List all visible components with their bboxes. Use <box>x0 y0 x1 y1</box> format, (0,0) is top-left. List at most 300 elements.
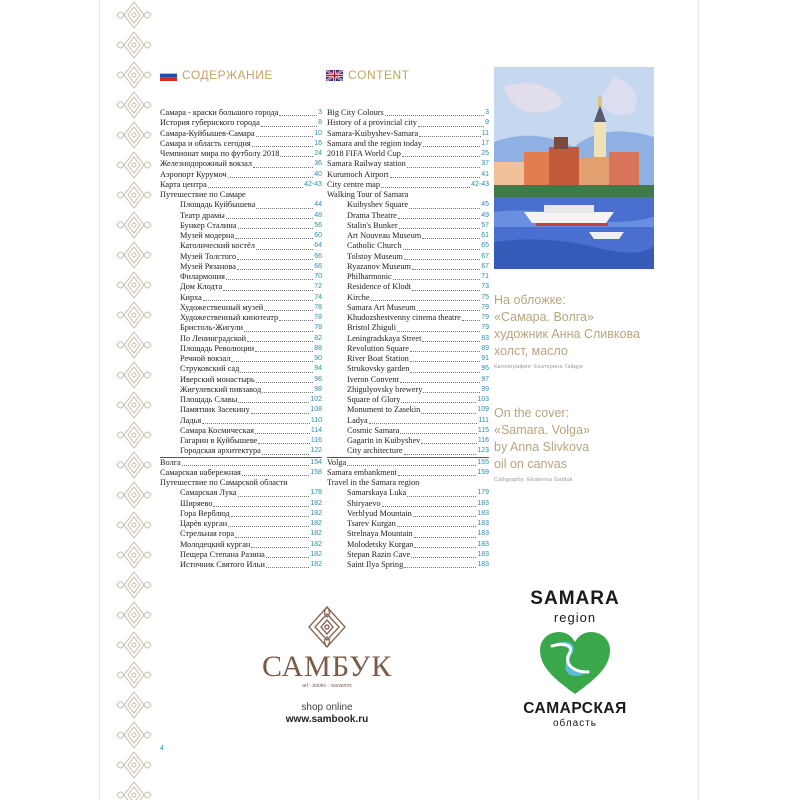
toc-entry[interactable] <box>160 170 322 180</box>
toc-leader-dots <box>266 550 309 558</box>
toc-entry[interactable] <box>327 529 489 539</box>
toc-entry[interactable] <box>327 354 489 364</box>
toc-entry-page: 17 <box>481 139 489 147</box>
toc-entry-page: 108 <box>310 406 322 414</box>
toc-entry[interactable] <box>327 519 489 529</box>
toc-leader-dots <box>280 149 313 157</box>
toc-entry-title: Molodetsky Kurgan <box>347 539 414 549</box>
toc-leader-dots <box>397 519 477 527</box>
toc-entry-page: 182 <box>310 520 322 527</box>
toc-entry-page: 71 <box>481 273 489 280</box>
toc-entry-title: Kuibyshev Square <box>347 200 409 210</box>
heading-en <box>326 68 410 82</box>
toc-entry[interactable] <box>327 303 489 313</box>
toc-entry[interactable] <box>160 446 322 456</box>
toc-leader-dots <box>237 262 313 270</box>
toc-entry-title: Площадь Куйбышева <box>180 200 256 210</box>
toc-entry-page: 82 <box>314 334 322 342</box>
toc-entry[interactable] <box>160 303 322 313</box>
toc-leader-dots <box>400 426 477 434</box>
toc-leader-dots <box>235 231 313 239</box>
toc-entry-page: 109 <box>477 406 489 414</box>
toc-entry[interactable] <box>327 129 489 139</box>
toc-entry[interactable] <box>160 550 322 560</box>
toc-entry-page: 89 <box>481 344 489 352</box>
toc-entry-page: 79 <box>481 303 489 311</box>
toc-entry[interactable] <box>327 499 489 509</box>
toc-leader-dots <box>261 118 317 126</box>
toc-entry[interactable] <box>327 416 489 426</box>
toc-entry-page: 64 <box>314 242 322 250</box>
toc-entry-title: Ryazanov Museum <box>347 261 411 271</box>
toc-entry-title: Residence of Klodt <box>347 282 412 292</box>
toc-entry[interactable] <box>327 293 489 303</box>
toc-leader-dots <box>213 499 309 507</box>
toc-entry-title: Drama Theatre <box>347 210 397 220</box>
toc-entry[interactable] <box>160 395 322 405</box>
toc-entry[interactable] <box>327 375 489 385</box>
toc-entry[interactable] <box>160 129 322 139</box>
toc-entry-title: Городская архитектура <box>180 446 261 456</box>
toc-entry[interactable] <box>160 221 322 231</box>
sambuk-tagline: art · books · souvenirs <box>302 683 352 689</box>
toc-entry[interactable] <box>327 334 489 344</box>
toc-leader-dots <box>382 499 477 507</box>
toc-entry[interactable] <box>160 211 322 221</box>
page-number: 4 <box>160 745 164 752</box>
toc-entry[interactable] <box>327 540 489 550</box>
cover-painting <box>494 67 654 269</box>
toc-ru <box>160 108 322 570</box>
toc-entry-title: Kurumoch Airport <box>327 169 389 179</box>
cover-ru-credit: Каллиграфия: Екатерина Гайдук <box>494 364 583 370</box>
toc-entry-title: Volga <box>327 457 347 467</box>
toc-leader-dots <box>422 334 480 342</box>
toc-entry-title: Philharmonic <box>347 272 392 281</box>
toc-leader-dots <box>385 108 484 116</box>
toc-entry[interactable] <box>160 272 322 282</box>
toc-entry-page: 67 <box>481 252 489 260</box>
toc-entry-title: Художественный музей <box>180 302 264 312</box>
toc-entry-page: 65 <box>481 242 489 250</box>
toc-leader-dots <box>407 159 480 167</box>
toc-entry[interactable] <box>327 509 489 519</box>
toc-entry[interactable] <box>160 375 322 385</box>
toc-leader-dots <box>423 385 480 393</box>
toc-leader-dots <box>410 354 480 362</box>
toc-entry[interactable] <box>327 426 489 436</box>
toc-entry[interactable] <box>160 180 322 190</box>
toc-entry-title: Бристоль-Жигули <box>180 323 243 333</box>
toc-entry-page: 44 <box>314 201 322 209</box>
toc-entry[interactable] <box>160 334 322 344</box>
toc-leader-dots <box>226 272 313 280</box>
toc-entry-title: Самарская набережная <box>160 467 241 477</box>
toc-leader-dots <box>256 375 314 383</box>
toc-entry-title: Khudozshestvenny cinema theatre <box>347 313 461 322</box>
toc-entry-page: 114 <box>310 426 322 434</box>
cover-ru-line4: холст, масло <box>494 344 568 358</box>
toc-leader-dots <box>398 211 480 219</box>
toc-entry-title: Kirche <box>347 292 370 302</box>
toc-entry-title: Square of Glory <box>347 395 401 404</box>
toc-entry[interactable] <box>327 200 489 210</box>
toc-entry-page: 16 <box>314 139 322 147</box>
cover-en-line4: oil on canvas <box>494 457 567 471</box>
uk-flag-icon <box>326 70 343 81</box>
toc-entry-page: 182 <box>310 530 322 538</box>
toc-entry-page: 111 <box>478 416 489 424</box>
toc-entry-title: Art Nouveau Museum <box>347 231 422 240</box>
toc-entry[interactable] <box>327 190 489 200</box>
toc-entry-title: Strelnaya Mountain <box>347 529 413 539</box>
toc-entry[interactable] <box>327 446 489 456</box>
toc-entry[interactable] <box>327 241 489 251</box>
toc-entry[interactable] <box>160 478 322 488</box>
toc-entry-page: 123 <box>477 447 489 455</box>
toc-leader-dots <box>279 108 317 116</box>
toc-entry-page: 115 <box>477 426 489 434</box>
toc-entry[interactable] <box>327 118 489 128</box>
toc-entry[interactable] <box>160 385 322 395</box>
toc-entry-title: Bristol Zhiguli <box>347 323 397 333</box>
toc-entry-title: Католический костёл <box>180 241 255 251</box>
toc-leader-dots <box>244 323 313 331</box>
toc-entry-page: 183 <box>477 499 489 507</box>
toc-entry[interactable] <box>160 354 322 364</box>
toc-entry-page: 182 <box>310 509 322 517</box>
toc-entry-title: Monument to Zasekin <box>347 405 421 415</box>
toc-entry-title: Tolstoy Museum <box>347 251 403 261</box>
toc-entry[interactable] <box>160 560 322 570</box>
samara-heart-icon <box>538 630 612 696</box>
samara-region-logo <box>520 588 630 730</box>
toc-entry-page: 122 <box>310 447 322 455</box>
toc-entry-title: Strukovsky garden <box>347 364 410 374</box>
toc-entry-title: Stepan Razin Cave <box>347 549 411 559</box>
toc-entry[interactable] <box>327 108 489 118</box>
toc-entry-title: Verblyud Mountain <box>347 508 412 518</box>
toc-entry[interactable] <box>160 488 322 498</box>
toc-leader-dots <box>256 200 313 208</box>
toc-entry[interactable] <box>160 426 322 436</box>
toc-entry[interactable] <box>327 252 489 262</box>
toc-entry-title: City centre map <box>327 179 380 189</box>
toc-leader-dots <box>371 293 481 301</box>
toc-leader-dots <box>251 540 309 548</box>
toc-leader-dots <box>240 364 313 372</box>
russia-flag-icon <box>160 70 177 81</box>
toc-entry-title: Zhigulyovsky brewery <box>347 384 423 394</box>
toc-entry-title: Samara Art Museum <box>347 302 416 312</box>
toc-entry[interactable] <box>327 488 489 498</box>
toc-leader-dots <box>403 241 481 249</box>
toc-leader-dots <box>421 405 476 413</box>
toc-entry[interactable] <box>160 499 322 509</box>
toc-entry-title: Iveron Convent <box>347 374 399 384</box>
toc-leader-dots <box>228 170 314 178</box>
toc-leader-dots <box>223 282 313 290</box>
toc-entry[interactable] <box>160 139 322 149</box>
toc-entry[interactable] <box>327 282 489 292</box>
toc-entry[interactable] <box>160 262 322 272</box>
toc-entry-title: Самара - краски большого города <box>160 108 279 117</box>
cover-ru-line3: художник Анна Сливкова <box>494 327 640 341</box>
toc-entry[interactable] <box>160 405 322 415</box>
toc-entry[interactable] <box>327 159 489 169</box>
toc-entry-title: Big City Colours <box>327 108 384 117</box>
cover-en-credit: Calligraphy: Ekaterina Gaiduk <box>494 477 573 483</box>
toc-entry[interactable] <box>160 529 322 539</box>
toc-entry[interactable] <box>160 200 322 210</box>
toc-leader-dots <box>279 313 313 321</box>
toc-entry-page: 56 <box>314 221 322 229</box>
toc-entry-page: 79 <box>481 314 489 321</box>
toc-entry-title: Tsarev Kurgan <box>347 519 396 528</box>
toc-entry-page: 66 <box>314 252 322 260</box>
toc-entry[interactable] <box>327 344 489 354</box>
toc-entry-title: Gagarin in Kuibyshev <box>347 436 421 445</box>
toc-entry-title: Saint Ilya Spring <box>347 560 404 569</box>
toc-leader-dots <box>423 139 480 147</box>
toc-entry[interactable] <box>160 323 322 333</box>
toc-entry-title: Волга <box>160 457 181 467</box>
toc-entry-title: Samarskaya Luka <box>347 488 407 498</box>
toc-entry-title: Аэропорт Курумоч <box>160 169 227 179</box>
toc-entry-title: Самара-Куйбышев-Самара <box>160 128 255 138</box>
toc-entry[interactable] <box>160 190 322 200</box>
toc-leader-dots <box>226 211 313 219</box>
toc-leader-dots <box>242 468 309 476</box>
toc-leader-dots <box>402 149 480 157</box>
toc-leader-dots <box>399 221 481 229</box>
toc-entry-title: Железнодорожный вокзал <box>160 159 253 169</box>
toc-entry[interactable] <box>160 108 322 118</box>
toc-entry[interactable] <box>160 519 322 529</box>
toc-entry-page: 11 <box>481 129 489 137</box>
toc-entry-page: 70 <box>314 273 322 280</box>
toc-entry[interactable] <box>327 385 489 395</box>
toc-entry-page: 41 <box>481 170 489 178</box>
toc-entry[interactable] <box>327 395 489 405</box>
toc-leader-dots <box>238 488 310 496</box>
toc-leader-dots <box>393 272 480 280</box>
toc-entry-title: Revolution Square <box>347 343 409 353</box>
toc-entry[interactable] <box>160 416 322 426</box>
toc-leader-dots <box>237 252 313 260</box>
toc-entry-title: Карта центра <box>160 179 207 189</box>
sambuk-url-link[interactable]: www.sambook.ru <box>285 714 369 725</box>
toc-entry-title: Cosmic Samara <box>347 425 400 435</box>
toc-entry-title: Самара Космическая <box>180 425 254 435</box>
toc-entry-page: 178 <box>310 489 322 497</box>
toc-entry-page: 79 <box>481 324 489 332</box>
toc-leader-dots <box>417 303 481 311</box>
toc-entry-title: Гора Верблюд <box>180 508 230 518</box>
toc-leader-dots <box>238 395 309 403</box>
toc-entry[interactable] <box>160 313 322 323</box>
toc-entry-page: 83 <box>481 334 489 342</box>
toc-entry-page: 40 <box>314 170 322 178</box>
toc-entry-title: Samara and the region today <box>327 138 422 148</box>
toc-leader-dots <box>255 344 313 352</box>
toc-entry-page: 48 <box>314 211 322 219</box>
toc-entry[interactable] <box>327 262 489 272</box>
toc-entry-title: Музей Толстого <box>180 251 237 261</box>
toc-leader-dots <box>414 540 476 548</box>
toc-leader-dots <box>256 241 313 249</box>
toc-entry[interactable] <box>160 252 322 262</box>
sambuk-logo <box>262 605 392 726</box>
toc-entry-page: 183 <box>477 509 489 517</box>
toc-entry[interactable] <box>327 221 489 231</box>
toc-entry-title: Shiryaevo <box>347 498 381 508</box>
toc-entry-title: Молодецкий курган <box>180 539 251 549</box>
toc-entry[interactable] <box>160 540 322 550</box>
toc-entry-page: 182 <box>310 561 322 568</box>
toc-entry[interactable] <box>327 560 489 570</box>
toc-leader-dots <box>262 446 310 454</box>
toc-entry[interactable] <box>327 436 489 446</box>
toc-leader-dots <box>412 282 480 290</box>
toc-entry[interactable] <box>327 313 489 323</box>
toc-entry-page: 78 <box>314 314 322 321</box>
toc-entry[interactable] <box>160 241 322 251</box>
toc-leader-dots <box>404 560 476 568</box>
toc-entry[interactable] <box>160 118 322 128</box>
heading-en-text: CONTENT <box>348 68 410 82</box>
toc-leader-dots <box>418 118 484 126</box>
toc-leader-dots <box>264 303 313 311</box>
samara-logo-line2: region <box>553 610 597 625</box>
toc-entry-title: Гагарин в Куйбышеве <box>180 436 258 445</box>
toc-leader-dots <box>411 550 476 558</box>
toc-entry-title: 2018 FIFA World Cup <box>327 149 401 158</box>
toc-leader-dots <box>390 170 481 178</box>
toc-entry[interactable] <box>160 364 322 374</box>
toc-entry-page: 179 <box>477 489 489 497</box>
toc-leader-dots <box>369 416 478 424</box>
toc-entry-page: 3 <box>318 109 322 116</box>
toc-entry[interactable] <box>327 457 489 468</box>
samara-logo-line3: САМАРСКАЯ <box>523 700 627 717</box>
toc-leader-dots <box>266 560 309 568</box>
sambuk-name: САМБУК <box>262 650 393 683</box>
toc-leader-dots <box>208 180 303 188</box>
toc-leader-dots <box>413 509 477 517</box>
toc-entry[interactable] <box>160 509 322 519</box>
toc-leader-dots <box>462 313 480 321</box>
toc-entry-page: 42-43 <box>304 180 322 188</box>
toc-leader-dots <box>203 293 313 301</box>
toc-entry[interactable] <box>160 293 322 303</box>
toc-entry[interactable] <box>160 457 322 468</box>
toc-entry-title: Жигулевский пивзавод <box>180 384 262 394</box>
toc-entry[interactable] <box>327 405 489 415</box>
cover-ru-line2: «Самара. Волга» <box>494 310 594 324</box>
toc-entry[interactable] <box>327 180 489 190</box>
toc-leader-dots <box>410 364 480 372</box>
toc-entry-page: 183 <box>477 540 489 548</box>
toc-entry-page: 10 <box>314 129 322 137</box>
toc-entry-page: 91 <box>481 355 489 362</box>
toc-entry-page: 72 <box>314 283 322 291</box>
toc-entry-page: 49 <box>481 211 489 219</box>
samara-logo-line4: область <box>552 718 598 729</box>
toc-entry-title: Ladya <box>347 415 368 425</box>
toc-entry-title: Струковский сад <box>180 364 240 374</box>
toc-leader-dots <box>419 129 480 137</box>
toc-leader-dots <box>231 354 313 362</box>
toc-entry[interactable] <box>327 139 489 149</box>
toc-entry[interactable] <box>160 282 322 292</box>
toc-entry[interactable] <box>160 468 322 478</box>
toc-leader-dots <box>381 180 470 188</box>
toc-entry-title: Художественный кинотеатр <box>180 313 279 322</box>
toc-entry[interactable] <box>327 468 489 478</box>
toc-entry[interactable] <box>160 344 322 354</box>
toc-entry[interactable] <box>160 231 322 241</box>
toc-leader-dots <box>422 231 480 239</box>
toc-entry[interactable] <box>327 364 489 374</box>
toc-entry-page: 110 <box>310 416 322 424</box>
toc-entry-title: Площадь Революции <box>180 343 255 353</box>
toc-entry-page: 42-43 <box>471 180 489 188</box>
toc-entry[interactable] <box>327 550 489 560</box>
toc-leader-dots <box>400 375 480 383</box>
toc-entry-title: Памятник Засекину <box>180 405 250 415</box>
toc-leader-dots <box>182 458 310 466</box>
toc-leader-dots <box>252 139 313 147</box>
toc-leader-dots <box>412 262 480 270</box>
toc-entry[interactable] <box>327 231 489 241</box>
toc-entry-title: По Ленинградской <box>180 333 247 343</box>
toc-entry[interactable] <box>327 149 489 159</box>
toc-leader-dots <box>262 385 313 393</box>
toc-entry-page: 154 <box>310 458 322 466</box>
toc-entry-page: 66 <box>314 262 322 270</box>
toc-entry-page: 24 <box>314 150 322 157</box>
toc-leader-dots <box>401 395 476 403</box>
toc-entry-page: 98 <box>314 385 322 393</box>
toc-entry[interactable] <box>327 170 489 180</box>
toc-entry-page: 61 <box>481 232 489 239</box>
toc-entry[interactable] <box>327 272 489 282</box>
toc-entry[interactable] <box>327 478 489 488</box>
toc-entry-title: Речной вокзал <box>180 354 231 363</box>
toc-entry-page: 25 <box>481 150 489 157</box>
toc-entry[interactable] <box>160 159 322 169</box>
cover-caption-ru <box>494 292 640 370</box>
toc-leader-dots <box>256 129 314 137</box>
toc-entry-page: 94 <box>314 365 322 373</box>
toc-leader-dots <box>421 436 477 444</box>
toc-entry-title: Филармония <box>180 272 225 281</box>
toc-entry-title: История губернского города <box>160 118 260 128</box>
toc-entry-page: 60 <box>314 232 322 239</box>
toc-entry-title: History of a provincial city <box>327 118 417 128</box>
toc-entry-page: 182 <box>310 550 322 558</box>
toc-entry[interactable] <box>160 149 322 159</box>
toc-leader-dots <box>414 529 477 537</box>
toc-entry[interactable] <box>327 211 489 221</box>
toc-entry[interactable] <box>160 436 322 446</box>
toc-entry-page: 73 <box>481 283 489 291</box>
toc-entry[interactable] <box>327 323 489 333</box>
toc-entry-page: 183 <box>477 520 489 527</box>
toc-entry-page: 95 <box>481 365 489 373</box>
toc-entry-title: Путешествие по Самаре <box>160 190 246 199</box>
